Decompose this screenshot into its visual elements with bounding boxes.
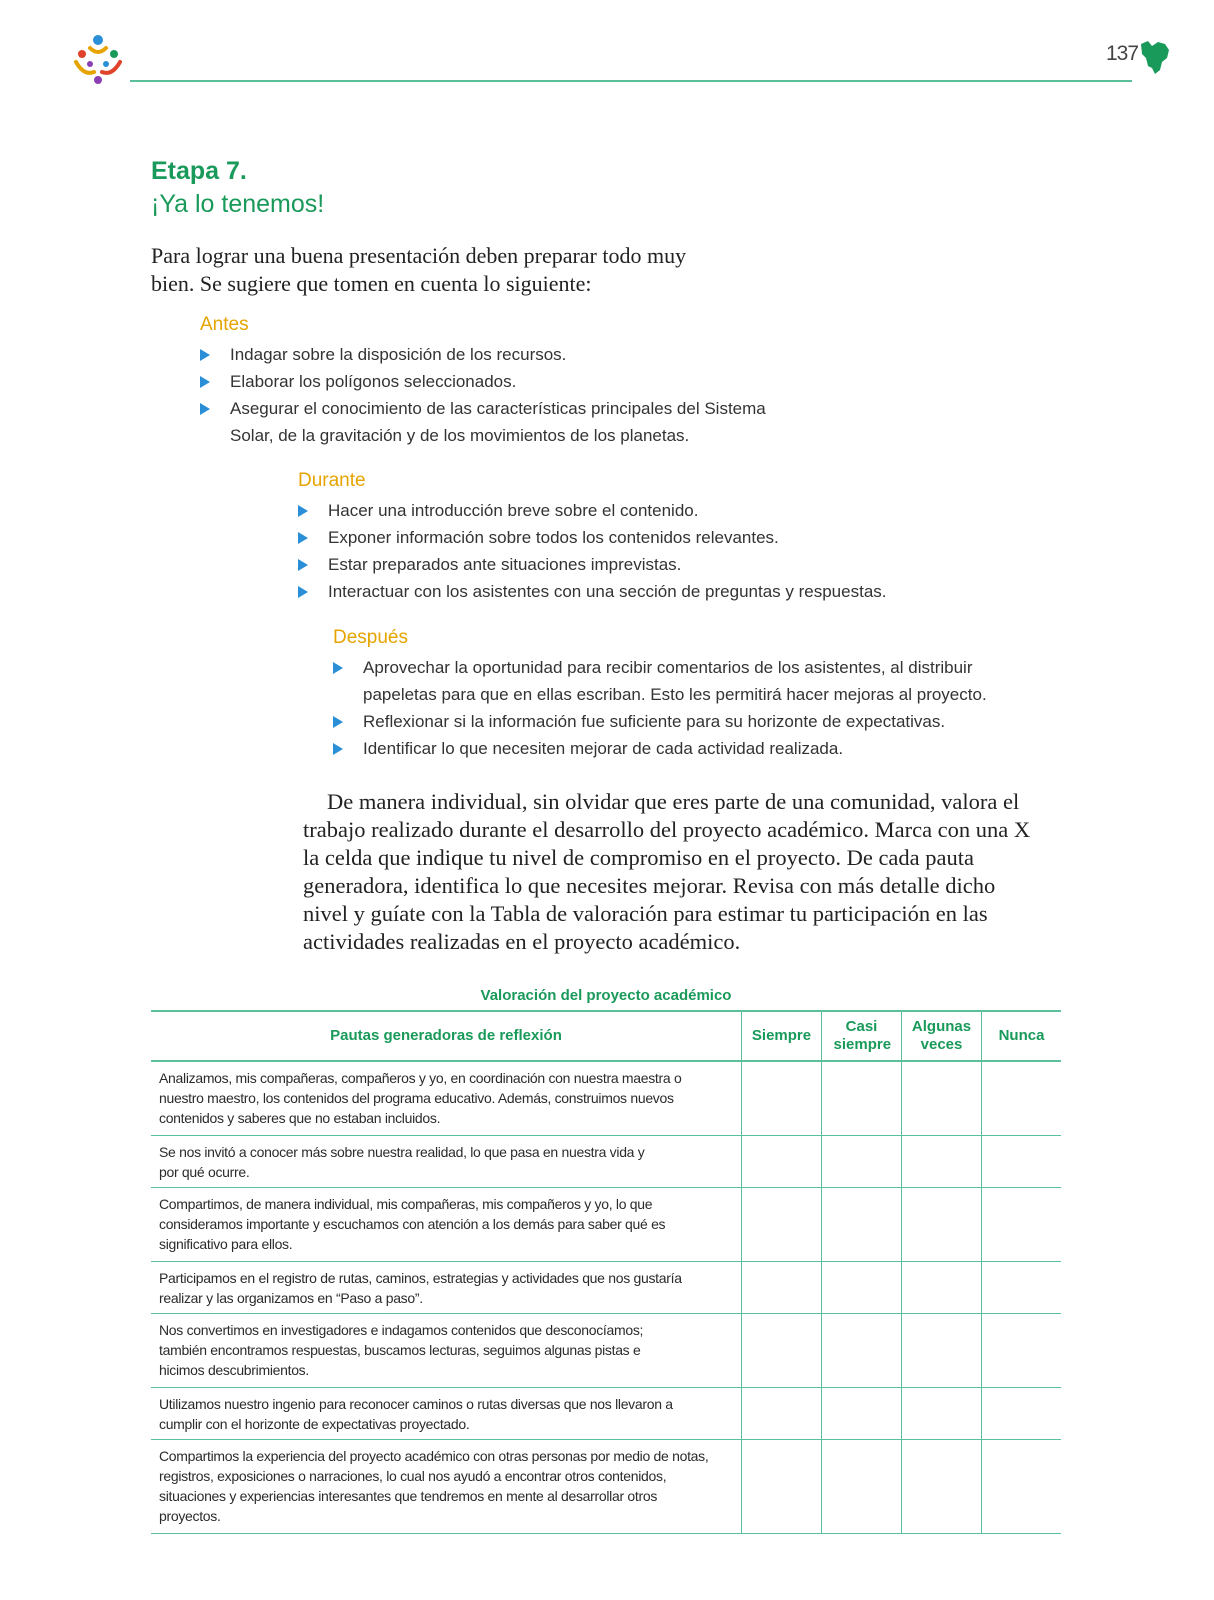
evaluation-table	[151, 1010, 1061, 1534]
despues-list	[333, 654, 1013, 762]
list-item: Elaborar los polígonos seleccionados.	[200, 368, 800, 395]
triangle-bullet-icon	[200, 403, 210, 415]
table-row	[151, 1061, 1061, 1135]
cell-casi-siempre[interactable]	[822, 1135, 902, 1187]
cell-casi-siempre[interactable]	[822, 1387, 902, 1439]
pauta-text: Nos convertimos en investigadores e indagamos contenidos que desconocíamos; también encontramos respuestas, buscamos lecturas, seguimos algunas pistas e hicimos descubrimientos.	[151, 1313, 742, 1387]
list-item: Interactuar con los asistentes con una sección de preguntas y respuestas.	[298, 578, 938, 605]
header-casi-siempre: Casi siempre	[822, 1011, 902, 1061]
cell-nunca[interactable]	[982, 1261, 1062, 1313]
durante-heading: Durante	[298, 470, 366, 491]
cell-algunas-veces[interactable]	[902, 1313, 982, 1387]
cell-algunas-veces[interactable]	[902, 1387, 982, 1439]
cell-algunas-veces[interactable]	[902, 1061, 982, 1135]
pauta-text: Compartimos, de manera individual, mis compañeras, mis compañeros y yo, lo que consideramos importante y escuchamos con atención a los demás para saber qué es significativo para ellos.	[151, 1187, 742, 1261]
page-number: 137	[1106, 42, 1139, 65]
cell-siempre[interactable]	[742, 1135, 822, 1187]
cell-algunas-veces[interactable]	[902, 1261, 982, 1313]
triangle-bullet-icon	[298, 586, 308, 598]
cell-nunca[interactable]	[982, 1387, 1062, 1439]
cell-nunca[interactable]	[982, 1187, 1062, 1261]
cell-siempre[interactable]	[742, 1187, 822, 1261]
header-algunas-veces: Algunas veces	[902, 1011, 982, 1061]
antes-list	[200, 341, 800, 449]
cell-siempre[interactable]	[742, 1313, 822, 1387]
triangle-bullet-icon	[333, 716, 343, 728]
triangle-bullet-icon	[298, 505, 308, 517]
stage-subtitle: ¡Ya lo tenemos!	[151, 190, 325, 218]
header-siempre: Siempre	[742, 1011, 822, 1061]
antes-heading: Antes	[200, 314, 249, 335]
header-rule	[130, 80, 1132, 82]
cell-algunas-veces[interactable]	[902, 1439, 982, 1533]
list-item: Hacer una introducción breve sobre el contenido.	[298, 497, 938, 524]
durante-list	[298, 497, 938, 605]
header-nunca: Nunca	[982, 1011, 1062, 1061]
cell-algunas-veces[interactable]	[902, 1187, 982, 1261]
cell-siempre[interactable]	[742, 1387, 822, 1439]
pauta-text: Utilizamos nuestro ingenio para reconocer caminos o rutas diversas que nos llevaron a cumplir con el horizonte de expectativas proyectado.	[151, 1387, 742, 1439]
header-pautas: Pautas generadoras de reflexión	[151, 1011, 742, 1061]
intro-line-1: Para lograr una buena presentación deben preparar todo muy	[151, 243, 687, 268]
cell-siempre[interactable]	[742, 1261, 822, 1313]
cell-casi-siempre[interactable]	[822, 1439, 902, 1533]
list-item: Exponer información sobre todos los contenidos relevantes.	[298, 524, 938, 551]
green-map-icon	[1138, 38, 1172, 76]
list-item: Indagar sobre la disposición de los recursos.	[200, 341, 800, 368]
list-item: Reflexionar si la información fue suficiente para su horizonte de expectativas.	[333, 708, 1013, 735]
triangle-bullet-icon	[298, 559, 308, 571]
cell-siempre[interactable]	[742, 1439, 822, 1533]
cell-nunca[interactable]	[982, 1439, 1062, 1533]
cell-algunas-veces[interactable]	[902, 1135, 982, 1187]
list-item: Estar preparados ante situaciones imprevistas.	[298, 551, 938, 578]
table-row	[151, 1387, 1061, 1439]
table-header-row	[151, 1011, 1061, 1061]
cell-nunca[interactable]	[982, 1313, 1062, 1387]
individual-instructions: De manera individual, sin olvidar que eres parte de una comunidad, valora el trabajo realizado durante el desarrollo del proyecto académico. Marca con una X la celda que indique tu nivel de compromiso en el proyecto. De cada pauta generadora, identifica lo que necesites mejorar. Revisa con más detalle dicho nivel y guíate con la Tabla de valoración para estimar tu participación en las actividades realizadas en el proyecto académico.	[303, 789, 1031, 954]
triangle-bullet-icon	[333, 662, 343, 674]
stage-title: Etapa 7.	[151, 157, 247, 185]
list-item: Identificar lo que necesiten mejorar de cada actividad realizada.	[333, 735, 1013, 762]
pauta-text: Participamos en el registro de rutas, caminos, estrategias y actividades que nos gustaría realizar y las organizamos en “Paso a paso”.	[151, 1261, 742, 1313]
cell-nunca[interactable]	[982, 1061, 1062, 1135]
triangle-bullet-icon	[298, 532, 308, 544]
cell-siempre[interactable]	[742, 1061, 822, 1135]
despues-heading: Después	[333, 627, 408, 648]
table-row	[151, 1439, 1061, 1533]
durante-section	[298, 468, 938, 605]
pauta-text: Se nos invitó a conocer más sobre nuestra realidad, lo que pasa en nuestra vida y por qué ocurre.	[151, 1135, 742, 1187]
cell-casi-siempre[interactable]	[822, 1261, 902, 1313]
cell-casi-siempre[interactable]	[822, 1061, 902, 1135]
triangle-bullet-icon	[200, 349, 210, 361]
intro-paragraph	[151, 242, 751, 298]
cell-nunca[interactable]	[982, 1135, 1062, 1187]
table-row	[151, 1313, 1061, 1387]
despues-section	[333, 625, 1013, 762]
intro-line-2: bien. Se sugiere que tomen en cuenta lo siguiente:	[151, 271, 592, 296]
cell-casi-siempre[interactable]	[822, 1187, 902, 1261]
table-row	[151, 1187, 1061, 1261]
cell-casi-siempre[interactable]	[822, 1313, 902, 1387]
pauta-text: Compartimos la experiencia del proyecto académico con otras personas por medio de notas, registros, exposiciones o narraciones, lo cual nos ayudó a encontrar otros contenidos, situaciones y experiencias interesantes que tendremos en mente al desarrollar otros proyectos.	[151, 1439, 742, 1533]
list-item: Aprovechar la oportunidad para recibir comentarios de los asistentes, al distribuir papeletas para que en ellas escriban. Esto les permitirá hacer mejoras al proyecto.	[333, 654, 1003, 708]
table-row	[151, 1135, 1061, 1187]
pauta-text: Analizamos, mis compañeras, compañeros y yo, en coordinación con nuestra maestra o nuestro maestro, los contenidos del programa educativo. Además, construimos nuevos contenidos y saberes que no estaban incluidos.	[151, 1061, 742, 1135]
triangle-bullet-icon	[333, 743, 343, 755]
list-item: Asegurar el conocimiento de las características principales del Sistema Solar, de la gravitación y de los movimientos de los planetas.	[200, 395, 790, 449]
table-row	[151, 1261, 1061, 1313]
people-circle-logo-icon	[70, 32, 126, 88]
triangle-bullet-icon	[200, 376, 210, 388]
table-caption: Valoración del proyecto académico	[480, 987, 732, 1004]
antes-section	[200, 312, 800, 449]
